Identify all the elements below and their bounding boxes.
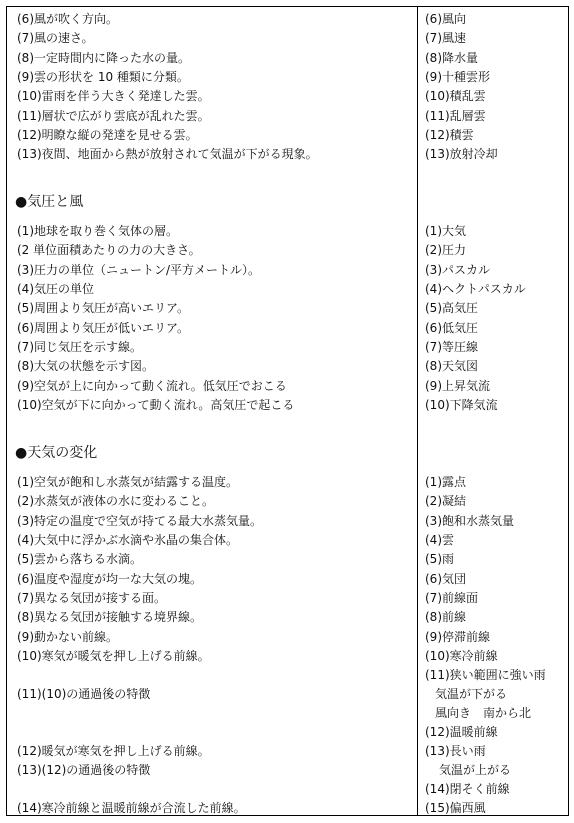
answer-10: (10)積乱雲 bbox=[425, 89, 486, 103]
answer-9: (9)十種雲形 bbox=[425, 70, 490, 84]
question-1: (1)地球を取り巻く気体の層。 bbox=[17, 224, 178, 238]
answer-13-line2: 気温が上がる bbox=[439, 763, 512, 777]
question-3: (3)特定の温度で空気が持てる最大水蒸気量。 bbox=[17, 514, 262, 528]
column-divider bbox=[417, 7, 418, 815]
question-5: (5)周囲より気圧が高いエリア。 bbox=[17, 301, 190, 315]
question-9: (9)空気が上に向かって動く流れ。低気圧でおこる bbox=[17, 379, 287, 393]
answer-1: (1)露点 bbox=[425, 475, 466, 489]
answer-11: (11)狭い範囲に強い雨 bbox=[425, 668, 546, 682]
question-11: (11)(10)の通過後の特徴 bbox=[17, 687, 151, 701]
question-13: (13)夜間、地面から熱が放射されて気温が下がる現象。 bbox=[17, 147, 318, 161]
answer-14: (14)閉そく前線 bbox=[425, 782, 510, 796]
question-7: (7)同じ気圧を示す線。 bbox=[17, 340, 142, 354]
question-13: (13)(12)の通過後の特徴 bbox=[17, 763, 151, 777]
answer-11-line2: 気温が下がる bbox=[435, 687, 508, 701]
question-10: (10)寒気が暖気を押し上げる前線。 bbox=[17, 649, 210, 663]
answer-6: (6)気団 bbox=[425, 572, 466, 586]
question-12: (12)暖気が寒気を押し上げる前線。 bbox=[17, 744, 210, 758]
question-1: (1)空気が飽和し水蒸気が結露する温度。 bbox=[17, 475, 238, 489]
answer-2: (2)圧力 bbox=[425, 243, 466, 257]
answer-2: (2)凝結 bbox=[425, 494, 466, 508]
question-6: (6)温度や湿度が均一な大気の塊。 bbox=[17, 572, 202, 586]
question-4: (4)大気中に浮かぶ水滴や氷晶の集合体。 bbox=[17, 533, 238, 547]
answer-8: (8)天気図 bbox=[425, 359, 478, 373]
question-7: (7)風の速さ。 bbox=[17, 31, 94, 45]
question-10: (10)空気が下に向かって動く流れ。高気圧で起こる bbox=[17, 398, 295, 412]
answer-7: (7)風速 bbox=[425, 31, 466, 45]
answer-5: (5)雨 bbox=[425, 552, 454, 566]
section-heading-weather-change: ●天気の変化 bbox=[15, 445, 98, 461]
question-2: (2 単位面積あたりの力の大きさ。 bbox=[17, 243, 201, 257]
answer-7: (7)等圧線 bbox=[425, 340, 478, 354]
answer-15: (15)偏西風 bbox=[425, 801, 486, 815]
answer-8: (8)降水量 bbox=[425, 51, 478, 65]
answer-12: (12)積雲 bbox=[425, 128, 474, 142]
answer-10: (10)下降気流 bbox=[425, 398, 498, 412]
question-8: (8)一定時間内に降った水の量。 bbox=[17, 51, 190, 65]
answer-5: (5)高気圧 bbox=[425, 301, 478, 315]
question-4: (4)気圧の単位 bbox=[17, 282, 94, 296]
question-10: (10)雷雨を伴う大きく発達した雲。 bbox=[17, 89, 210, 103]
answer-8: (8)前線 bbox=[425, 610, 466, 624]
question-9: (9)動かない前線。 bbox=[17, 630, 118, 644]
answer-9: (9)停滞前線 bbox=[425, 630, 490, 644]
question-3: (3)圧力の単位（ニュートン/平方メートル）。 bbox=[17, 263, 261, 277]
answer-13: (13)放射冷却 bbox=[425, 147, 498, 161]
answer-3: (3)飽和水蒸気量 bbox=[425, 514, 514, 528]
answer-13: (13)長い雨 bbox=[425, 744, 486, 758]
answer-4: (4)雲 bbox=[425, 533, 454, 547]
answer-12: (12)温暖前線 bbox=[425, 725, 498, 739]
question-5: (5)雲から落ちる水滴。 bbox=[17, 552, 142, 566]
question-8: (8)大気の状態を示す図。 bbox=[17, 359, 154, 373]
question-11: (11)層状で広がり雲底が乱れた雲。 bbox=[17, 109, 210, 123]
section-heading-pressure-wind: ●気圧と風 bbox=[15, 194, 84, 210]
answer-11-line3: 風向き 南から北 bbox=[435, 706, 532, 720]
answer-4: (4)ヘクトパスカル bbox=[425, 282, 526, 296]
answer-10: (10)寒冷前線 bbox=[425, 649, 498, 663]
question-7: (7)異なる気団が接する面。 bbox=[17, 591, 166, 605]
answer-3: (3)パスカル bbox=[425, 263, 490, 277]
answer-6: (6)低気圧 bbox=[425, 321, 478, 335]
answer-1: (1)大気 bbox=[425, 224, 466, 238]
answer-9: (9)上昇気流 bbox=[425, 379, 490, 393]
question-6: (6)周囲より気圧が低いエリア。 bbox=[17, 321, 190, 335]
question-14: (14)寒冷前線と温暖前線が合流した前線。 bbox=[17, 801, 246, 815]
question-6: (6)風が吹く方向。 bbox=[17, 12, 118, 26]
worksheet-table bbox=[6, 6, 569, 816]
answer-11: (11)乱層雲 bbox=[425, 109, 486, 123]
answer-6: (6)風向 bbox=[425, 12, 466, 26]
question-12: (12)明瞭な縦の発達を見せる雲。 bbox=[17, 128, 198, 142]
question-8: (8)異なる気団が接触する境界線。 bbox=[17, 610, 202, 624]
question-2: (2)水蒸気が液体の水に変わること。 bbox=[17, 494, 214, 508]
answer-7: (7)前線面 bbox=[425, 591, 478, 605]
question-9: (9)雲の形状を 10 種類に分類。 bbox=[17, 70, 189, 84]
